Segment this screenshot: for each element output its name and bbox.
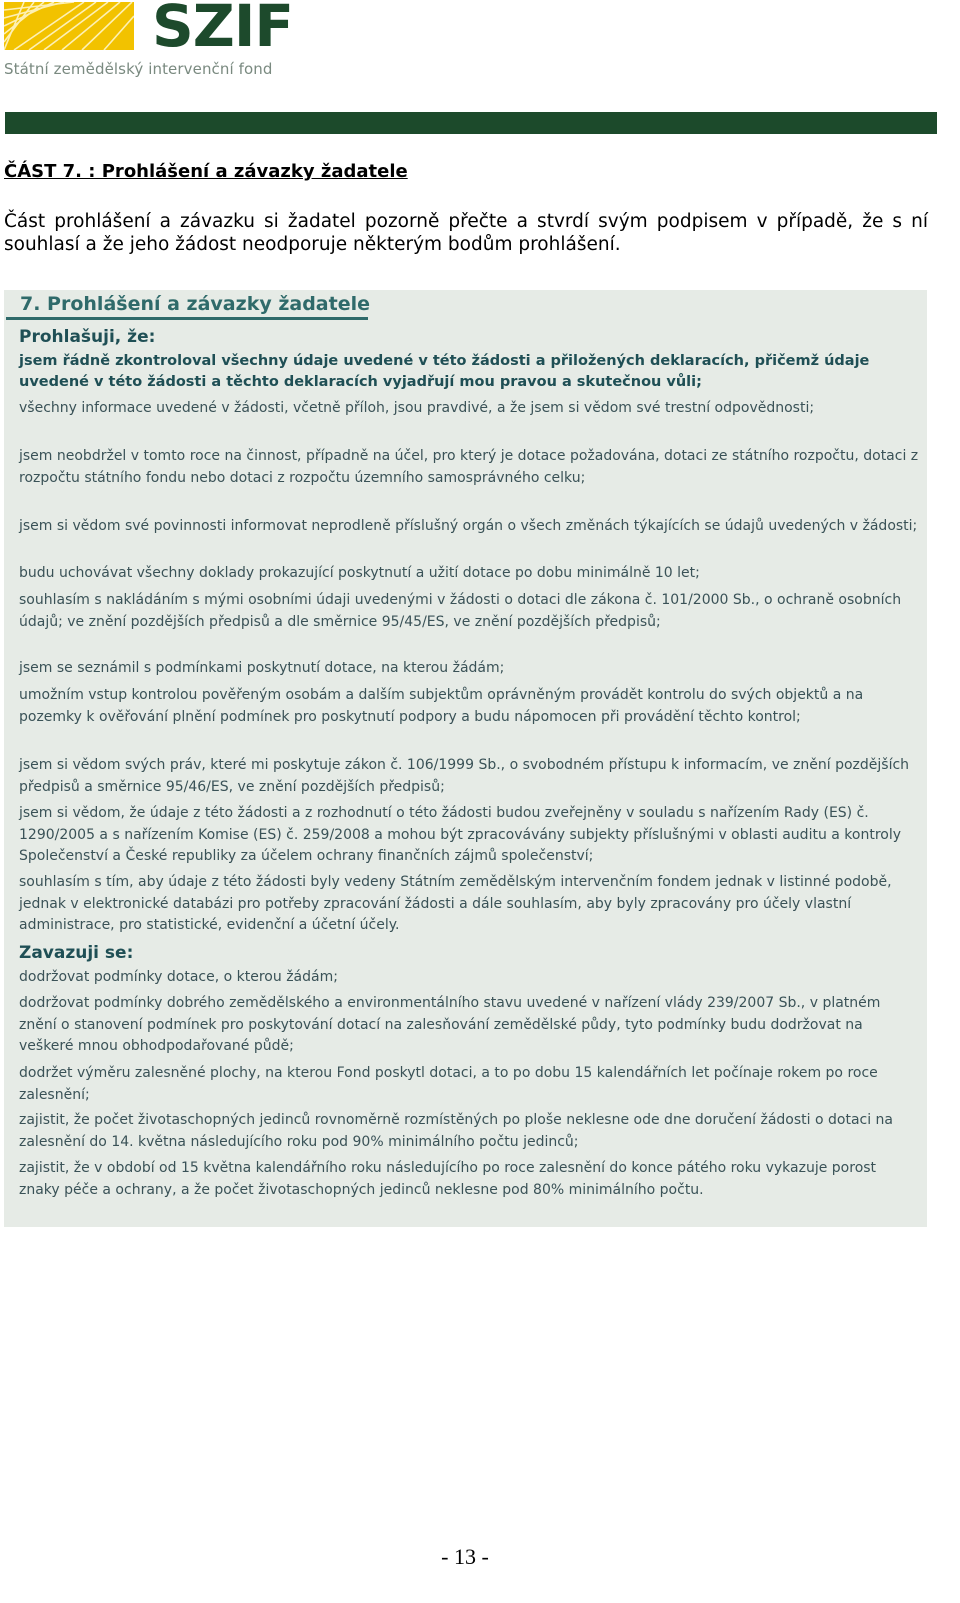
commit-item: dodržovat podmínky dotace, o kterou žádám; — [19, 969, 338, 985]
declare-item: souhlasím s tím, aby údaje z této žádosti byly vedeny Státním zemědělským intervenčním fondem jednak v listinné podobě, jednak v elektronické databázi pro potřeby zpracování žádosti a dále souhlasím, aby byly zpracovány pro účely vlastní administrace, pro statistické, evidenční a účetní účely. — [19, 874, 892, 933]
declare-item: všechny informace uvedené v žádosti, včetně příloh, jsou pravdivé, a že jsem si vědom své trestní odpovědnosti; — [19, 400, 815, 416]
header-divider-bar — [5, 112, 937, 134]
logo-subtitle: Státní zemědělský intervenční fond — [4, 60, 273, 78]
declare-item: jsem neobdržel v tomto roce na činnost, případně na účel, pro který je dotace požadována, dotaci ze státního rozpočtu, dotaci z rozpočtu státního fondu nebo dotaci z rozpočtu územního samosprávného celku; — [19, 448, 919, 486]
commit-item: zajistit, že počet životaschopných jedinců rovnoměrně rozmístěných po ploše neklesne ode dne doručení žádosti o dotaci na zalesnění do 14. května následujícího roku pod 90% minimálního počtu jedinců; — [19, 1112, 894, 1150]
declare-item: jsem řádně zkontroloval všechny údaje uvedené v této žádosti a přiložených deklaracích, přičemž údaje uvedené v této žádosti a těchto deklaracích vyjadřují mou pravou a skutečnou vůli; — [19, 353, 870, 390]
declare-item: jsem si vědom své povinnosti informovat neprodleně příslušný orgán o všech změnách týkajících se údajů uvedených v žádosti; — [19, 518, 918, 534]
declare-item: budu uchovávat všechny doklady prokazující poskytnutí a užití dotace po dobu minimálně 10 let; — [19, 565, 700, 581]
declare-item: jsem si vědom, že údaje z této žádosti a z rozhodnutí o této žádosti budou zveřejněny v souladu s nařízením Rady (ES) č. 1290/2005 a s nařízením Komise (ES) č. 259/2008 a mohou být zpracovávány subjekty příslušnými v oblasti auditu a kontroly Společenství a České republiky za účelem ochrany finančních zájmů společenství; — [19, 805, 902, 864]
declare-item: jsem se seznámil s podmínkami poskytnutí dotace, na kterou žádám; — [19, 660, 505, 676]
commit-item: dodržovat podmínky dobrého zemědělského a environmentálního stavu uvedené v nařízení vlády 239/2007 Sb., v platném znění o stanovení podmínek pro poskytování dotací na zalesňování zemědělské půdy, tyto podmínky budu dodržovat na veškeré mnou obhodpodařované půdě; — [19, 995, 881, 1054]
intro-paragraph: Část prohlášení a závazku si žadatel pozorně přečte a stvrdí svým podpisem v případě, že s ní souhlasí a že jeho žádost neodporuje některým bodům prohlášení. — [4, 211, 928, 255]
szif-logo — [4, 2, 294, 80]
logo-wordmark: SZIF — [152, 0, 294, 60]
declare-item: jsem si vědom svých práv, které mi poskytuje zákon č. 106/1999 Sb., o svobodném přístupu k informacím, ve znění pozdějších předpisů a směrnice 95/46/ES, ve znění pozdějších předpisů; — [19, 757, 910, 795]
declare-heading: Prohlašuji, že: — [19, 327, 156, 347]
form-heading: 7. Prohlášení a závazky žadatele — [20, 293, 370, 315]
form-screenshot-panel — [4, 290, 927, 1227]
page-number: - 13 - — [441, 1544, 489, 1569]
commit-item: dodržet výměru zalesněné plochy, na kterou Fond poskytl dotaci, a to po dobu 15 kalendářních let počínaje rokem po roce zalesnění; — [19, 1065, 878, 1103]
commit-heading: Zavazuji se: — [19, 943, 134, 963]
form-heading-underline — [6, 317, 368, 320]
field-stripes-icon — [4, 2, 134, 50]
declare-item: umožním vstup kontrolou pověřeným osobám a dalším subjektům oprávněným provádět kontrolu do svých objektů a na pozemky k ověřování plnění podmínek pro poskytnutí podpory a budu nápomocen při provádění těchto kontrol; — [19, 687, 864, 725]
commit-item: zajistit, že v období od 15 května kalendářního roku následujícího po roce zalesnění do konce pátého roku vykazuje porost znaky péče a ochrany, a že počet životaschopných jedinců neklesne pod 80% minimálního počtu. — [19, 1160, 877, 1198]
section-title: ČÁST 7. : Prohlášení a závazky žadatele — [4, 161, 408, 182]
declare-item: souhlasím s nakládáním s mými osobními údaji uvedenými v žádosti o dotaci dle zákona č. 101/2000 Sb., o ochraně osobních údajů; ve znění pozdějších předpisů a dle směrnice 95/45/ES, ve znění pozdějších předpisů; — [19, 592, 902, 630]
